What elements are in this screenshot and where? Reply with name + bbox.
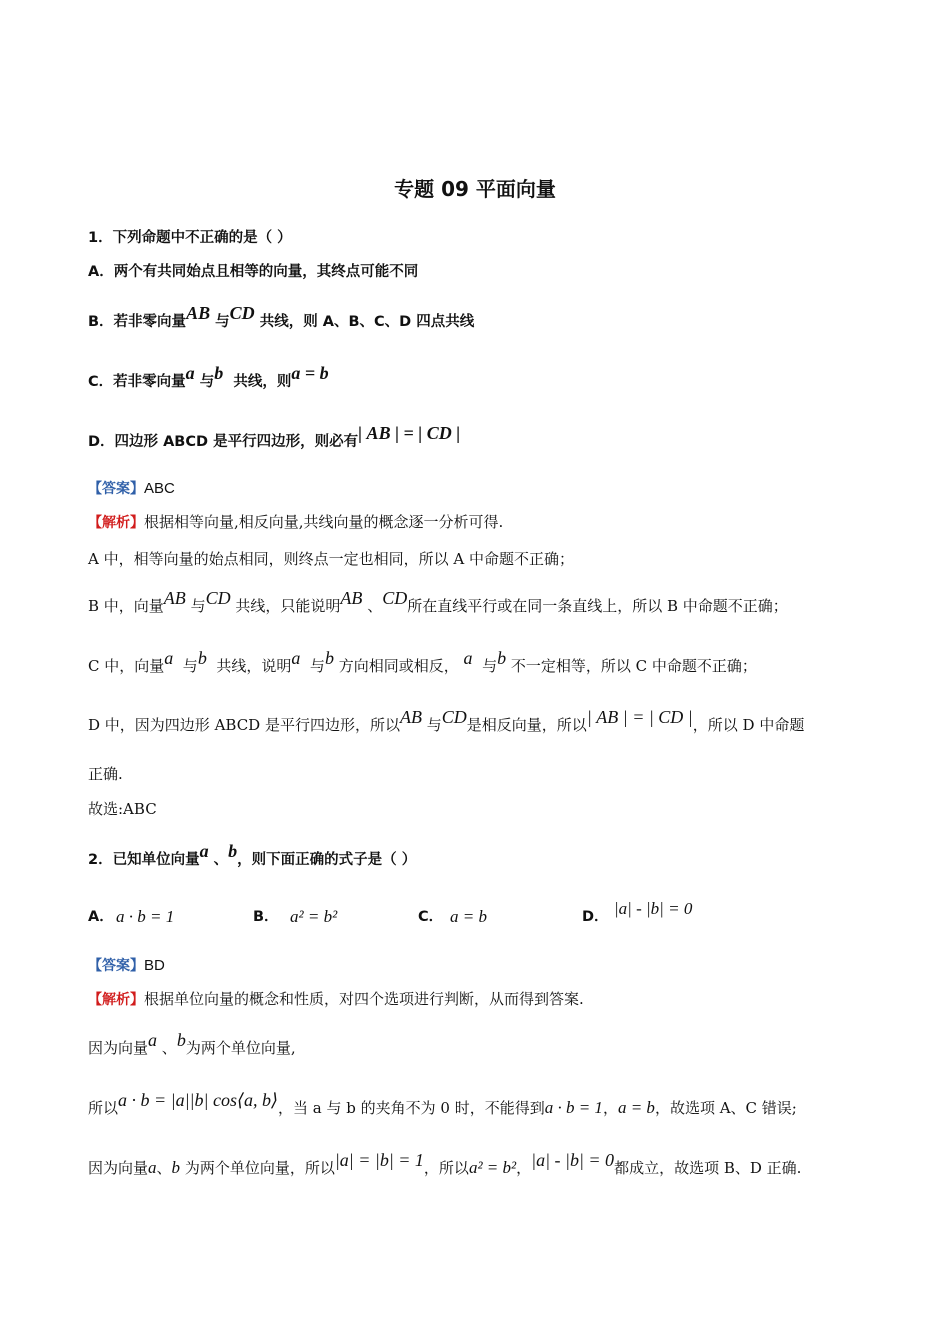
q2-explanation-line-2 bbox=[88, 1090, 797, 1118]
explanation-part: 、 bbox=[156, 1159, 172, 1177]
explanation-part: 为两个单位向量，所以 bbox=[184, 1159, 335, 1177]
question-1-option-b bbox=[88, 303, 475, 332]
equation-a-equals-b: a = b bbox=[291, 363, 329, 383]
explanation-part: 、 bbox=[161, 1039, 177, 1057]
explanation-line-a: A 中，相等向量的始点相同，则终点一定也相同，所以 A 中命题不正确； bbox=[88, 550, 574, 568]
explanation-d-part: 是相反向量，所以 bbox=[466, 716, 587, 734]
option-b-connector: 与 bbox=[215, 314, 230, 330]
explanation-part: ，当 a 与 b 的夹角不为 0 时，不能得到 bbox=[278, 1099, 545, 1117]
option-a-formula: a · b = 1 bbox=[116, 907, 175, 926]
explanation-c-part: 共线，说明 bbox=[216, 657, 292, 675]
explanation-part: 因为向量 bbox=[88, 1159, 149, 1177]
vector-a: a bbox=[291, 648, 301, 668]
vector-a: a bbox=[148, 1158, 157, 1177]
question-1-choice: 故选:ABC bbox=[88, 800, 157, 818]
equation-square-equal: a² = b² bbox=[468, 1158, 517, 1177]
equation-abs-equals-one: |a| = |b| = 1 bbox=[334, 1150, 424, 1170]
explanation-c-part: 与 bbox=[182, 657, 198, 675]
explanation-part: ，故选项 A、C 错误; bbox=[654, 1099, 797, 1117]
option-c-connector: 与 bbox=[199, 374, 215, 390]
option-d-formula: |a| - |b| = 0 bbox=[614, 899, 693, 918]
vector-ab: AB bbox=[163, 588, 186, 608]
explanation-b-part: 、 bbox=[367, 597, 383, 615]
vector-a: a bbox=[199, 841, 209, 861]
question-1-stem: 1．下列命题中不正确的是（ ） bbox=[88, 230, 292, 246]
option-c-mid: 共线，则 bbox=[233, 374, 292, 390]
question-2-answer bbox=[88, 955, 165, 976]
question-2-stem bbox=[88, 841, 417, 870]
option-b-formula: a² = b² bbox=[290, 907, 338, 926]
answer-value: ABC bbox=[144, 480, 175, 497]
option-b-prefix: B．若非零向量 bbox=[88, 314, 187, 330]
equation-abs-ab-cd: | AB | = | CD | bbox=[358, 423, 461, 443]
vector-a: a bbox=[148, 1030, 158, 1050]
vector-cd: CD bbox=[205, 588, 231, 608]
explanation-part: 都成立，故选项 B、D 正确. bbox=[614, 1159, 802, 1177]
explanation-c-part: 与 bbox=[482, 657, 498, 675]
stem-part: ，则下面正确的式子是（ ） bbox=[237, 852, 417, 868]
option-c-prefix: C．若非零向量 bbox=[88, 374, 186, 390]
question-1-option-d bbox=[88, 423, 461, 452]
explanation-b-part: 共线，只能说明 bbox=[235, 597, 341, 615]
vector-b: b bbox=[214, 363, 224, 383]
question-1-answer bbox=[88, 478, 175, 499]
vector-b: b bbox=[497, 648, 507, 668]
option-b-suffix: 共线，则 A、B、C、D 四点共线 bbox=[259, 314, 475, 330]
vector-b: b bbox=[324, 648, 334, 668]
explanation-c-part: 方向相同或相反， bbox=[338, 657, 459, 675]
explanation-d-part: D 中，因为四边形 ABCD 是平行四边形，所以 bbox=[88, 716, 400, 734]
vector-b: b bbox=[176, 1030, 186, 1050]
vector-ab: AB bbox=[399, 707, 422, 727]
q2-explanation-line-3 bbox=[88, 1150, 802, 1178]
option-c-formula: a = b bbox=[450, 907, 487, 926]
vector-cd: CD bbox=[229, 303, 255, 323]
explanation-c-part: C 中，向量 bbox=[88, 657, 165, 675]
vector-a: a bbox=[463, 648, 473, 668]
vector-cd: CD bbox=[441, 707, 467, 727]
vector-b: b bbox=[197, 648, 207, 668]
option-b-label: B． bbox=[253, 909, 279, 925]
explanation-d-part: 与 bbox=[426, 716, 442, 734]
equation-a-equals-b: a = b bbox=[617, 1098, 655, 1117]
explanation-d-part: ，所以 D 中命题 bbox=[692, 716, 805, 734]
option-d-prefix: D．四边形 ABCD 是平行四边形，则必有 bbox=[88, 434, 359, 450]
stem-part: 2．已知单位向量 bbox=[88, 852, 200, 868]
explanation-line-c bbox=[88, 648, 757, 676]
explanation-c-part: 与 bbox=[309, 657, 325, 675]
vector-a: a bbox=[185, 363, 195, 383]
explanation-part: 因为向量 bbox=[88, 1039, 149, 1057]
explanation-tag: 【解析】 bbox=[88, 992, 144, 1008]
explanation-line-b bbox=[88, 588, 788, 616]
vector-a: a bbox=[164, 648, 174, 668]
page-title: 专题 09 平面向量 bbox=[394, 177, 556, 201]
explanation-line-d-cont: 正确. bbox=[88, 765, 123, 783]
option-a-label: A． bbox=[88, 909, 114, 925]
explanation-part: ， bbox=[602, 1099, 618, 1117]
explanation-part: 为两个单位向量, bbox=[185, 1039, 296, 1057]
explanation-b-part: 所在直线平行或在同一条直线上，所以 B 中命题不正确； bbox=[407, 597, 788, 615]
equation-dot-equals-one: a · b = 1 bbox=[544, 1098, 603, 1117]
question-2-explanation-intro bbox=[88, 989, 584, 1010]
vector-b: b bbox=[228, 841, 238, 861]
option-d-label: D． bbox=[582, 909, 609, 925]
vector-cd: CD bbox=[382, 588, 408, 608]
equation-abs-ab-cd: | AB | = | CD | bbox=[586, 707, 693, 727]
explanation-line-d bbox=[88, 707, 805, 735]
explanation-part: ，所以 bbox=[423, 1159, 469, 1177]
explanation-text: 根据相等向量,相反向量,共线向量的概念逐一分析可得. bbox=[144, 513, 504, 531]
explanation-part: ， bbox=[516, 1159, 532, 1177]
equation-abs-difference-zero: |a| - |b| = 0 bbox=[531, 1150, 615, 1170]
explanation-tag: 【解析】 bbox=[88, 515, 144, 531]
option-c-label: C． bbox=[418, 909, 444, 925]
explanation-c-part: 不一定相等，所以 C 中命题不正确； bbox=[510, 657, 757, 675]
vector-ab: AB bbox=[340, 588, 363, 608]
question-1-option-c bbox=[88, 363, 329, 392]
explanation-b-part: 与 bbox=[190, 597, 206, 615]
vector-ab: AB bbox=[186, 303, 211, 323]
explanation-b-part: B 中，向量 bbox=[88, 597, 164, 615]
answer-tag: 【答案】 bbox=[88, 958, 144, 974]
explanation-part: 所以 bbox=[88, 1099, 119, 1117]
vector-b: b bbox=[171, 1158, 181, 1177]
q2-explanation-line-1 bbox=[88, 1030, 296, 1058]
question-1-explanation-intro bbox=[88, 512, 503, 533]
stem-part: 、 bbox=[213, 852, 229, 868]
question-1-option-a: A．两个有共同始点且相等的向量，其终点可能不同 bbox=[88, 264, 419, 280]
answer-tag: 【答案】 bbox=[88, 481, 144, 497]
explanation-text: 根据单位向量的概念和性质，对四个选项进行判断，从而得到答案. bbox=[144, 990, 584, 1008]
dot-product-formula: a · b = |a||b| cos⟨a, b⟩ bbox=[118, 1090, 278, 1110]
answer-value: BD bbox=[144, 957, 165, 974]
